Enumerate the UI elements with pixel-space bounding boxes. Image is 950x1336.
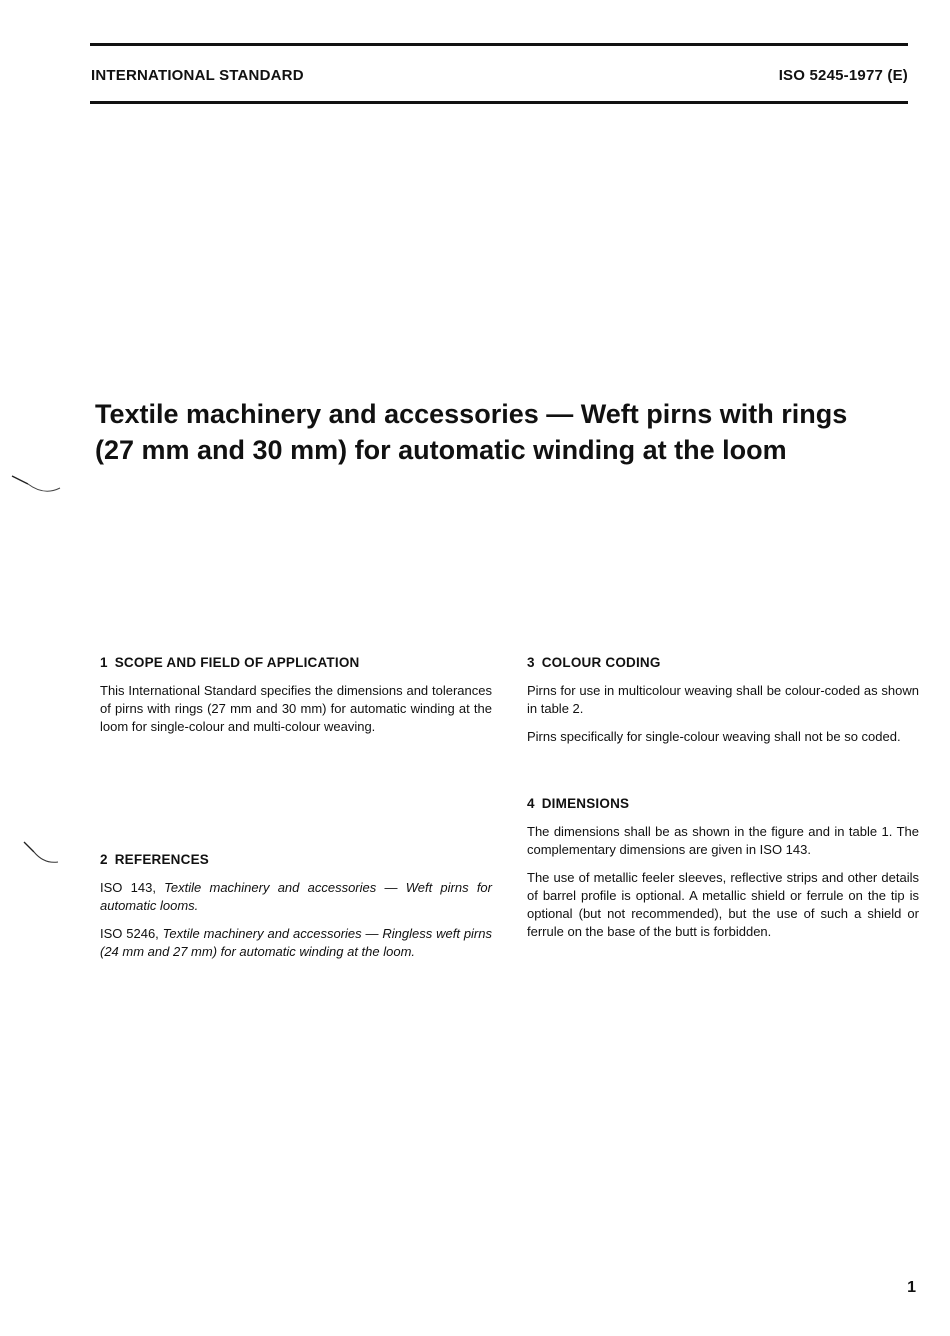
- section-colour-coding: [527, 655, 919, 756]
- document-type: INTERNATIONAL STANDARD: [91, 67, 304, 84]
- reference-code: ISO 5246,: [100, 926, 159, 941]
- section-paragraph: Pirns for use in multicolour weaving shall be colour-coded as shown in table 2.: [527, 683, 919, 716]
- reference-title: Textile machinery and accessories — Weft pirns for automatic looms.: [100, 880, 492, 913]
- reference-title: Textile machinery and accessories — Ringless weft pirns (24 mm and 27 mm) for automatic winding at the loom.: [100, 926, 492, 959]
- section-paragraph: This International Standard specifies the dimensions and tolerances of pirns with rings (27 mm and 30 mm) for automatic winding at the loom for single-colour and multi-colour weaving.: [100, 683, 492, 734]
- title-line-1: Textile machinery and accessories — Weft pirns with rings: [95, 399, 848, 429]
- section-scope: [100, 655, 492, 746]
- section-number: 2: [100, 852, 108, 867]
- reference-item: [100, 879, 492, 915]
- margin-scan-mark-lower: [20, 838, 62, 870]
- section-number: 3: [527, 655, 535, 670]
- reference-code: ISO 143,: [100, 880, 156, 895]
- reference-item: [100, 925, 492, 961]
- title-line-2: (27 mm and 30 mm) for automatic winding at the loom: [95, 435, 787, 465]
- section-number: 4: [527, 796, 535, 811]
- section-title: REFERENCES: [114, 852, 209, 867]
- section-title: COLOUR CODING: [541, 655, 661, 670]
- section-references: [100, 852, 492, 971]
- standard-number: ISO 5245-1977 (E): [778, 67, 908, 84]
- document-title: [95, 396, 895, 468]
- section-heading: [100, 852, 492, 867]
- section-heading: [100, 655, 492, 670]
- section-paragraph: The use of metallic feeler sleeves, reflective strips and other details of barrel profile is optional. A metallic shield or ferrule on the tip is optional (but not recommended), but the use of such a shield or ferrule on the base of the butt is forbidden.: [527, 870, 919, 939]
- section-paragraph: The dimensions shall be as shown in the figure and in table 1. The complementary dimensions are given in ISO 143.: [527, 824, 919, 857]
- section-heading: [527, 796, 919, 811]
- header-top-rule: [90, 43, 908, 46]
- section-title: DIMENSIONS: [541, 796, 630, 811]
- section-title: SCOPE AND FIELD OF APPLICATION: [114, 655, 360, 670]
- section-heading: [527, 655, 919, 670]
- header-bottom-rule: [90, 101, 908, 104]
- margin-scan-mark-upper: [10, 470, 62, 500]
- section-paragraph: Pirns specifically for single-colour weaving shall not be so coded.: [527, 729, 901, 744]
- section-dimensions: [527, 796, 919, 951]
- page-number: 1: [907, 1279, 916, 1296]
- section-number: 1: [100, 655, 108, 670]
